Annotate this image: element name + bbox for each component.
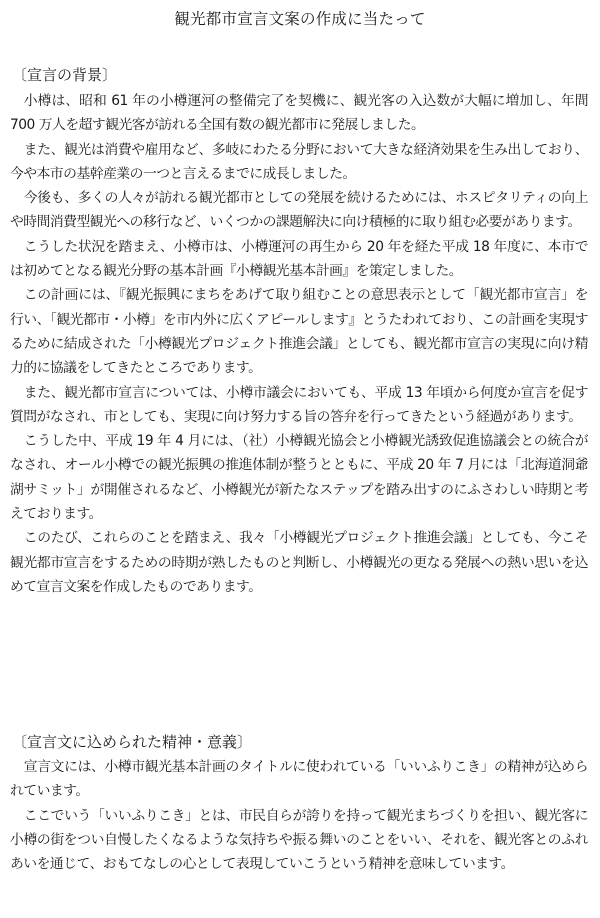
paragraph: また、観光都市宣言については、小樽市議会においても、平成 13 年頃から何度か宣言を促す質問がなされ、市としても、実現に向け努力する旨の答弁を行ってきたという経過があります。 xyxy=(10,384,588,425)
section-body xyxy=(10,89,588,599)
paragraph: 宣言文には、小樽市観光基本計画のタイトルに使われている「いいふりこき」の精神が込められています。 xyxy=(10,759,588,800)
paragraph: こうした状況を踏まえ、小樽市は、小樽運河の再生から 20 年を経た平成 18 年度に、本市では初めてとなる観光分野の基本計画『小樽観光基本計画』を策定しました。 xyxy=(10,238,588,280)
section-heading: 〔宣言文に込められた精神・意義〕 xyxy=(12,733,253,751)
paragraph: この計画には、『観光振興にまちをあげて取り組むことの意思表示として「観光都市宣言」を行い、「観光都市・小樽」を市内外に広くアピールします』とうたわれており、この計画を実現するために結成された「小樽観光プロジェクト推進会議」としても、観光都市宣言の実現に向け精力的に協議をしてきたところであります。 xyxy=(10,287,588,377)
document-title: 観光都市宣言文案の作成に当たって xyxy=(174,10,426,28)
paragraph: 今後も、多くの人々が訪れる観光都市としての発展を続けるためには、ホスピタリティの向上や時間消費型観光への移行など、いくつかの課題解決に向け積極的に取り組む必要があります。 xyxy=(10,190,588,231)
paragraph: ここでいう「いいふりこき」とは、市民自らが誇りを持って観光まちづくりを担い、観光客に小樽の街をつい自慢したくなるような気持ちや振る舞いのことをいい、それを、観光客とのふれあいを通じて、おもてなしの心として表現していこうという精神を意味しています。 xyxy=(10,807,588,873)
paragraph: こうした中、平成 19 年 4 月には、（社）小樽観光協会と小樽観光誘致促進協議会との統合がなされ、オール小樽での観光振興の推進体制が整うとともに、平成 20 年 7 月には「北海道洞爺湖サミット」が開催されるなど、小樽観光が新たなステップを踏み出すのにふさわしい時期と考えております。 xyxy=(10,433,588,523)
section-body xyxy=(10,755,588,876)
paragraph: また、観光は消費や雇用など、多岐にわたる分野において大きな経済効果を生み出しており、今や本市の基幹産業の一つと言えるまでに成長しました。 xyxy=(10,141,588,182)
paragraph: このたび、これらのことを踏まえ、我々「小樽観光プロジェクト推進会議」としても、今こそ観光都市宣言をするための時期が熟したものと判断し、小樽観光の更なる発展への熱い思いを込めて宣言文案を作成したものであります。 xyxy=(10,530,588,595)
section-heading: 〔宣言の背景〕 xyxy=(12,66,118,84)
paragraph: 小樽は、昭和 61 年の小樽運河の整備完了を契機に、観光客の入込数が大幅に増加し、年間 700 万人を超す観光客が訪れる全国有数の観光都市に発展しました。 xyxy=(10,93,588,134)
